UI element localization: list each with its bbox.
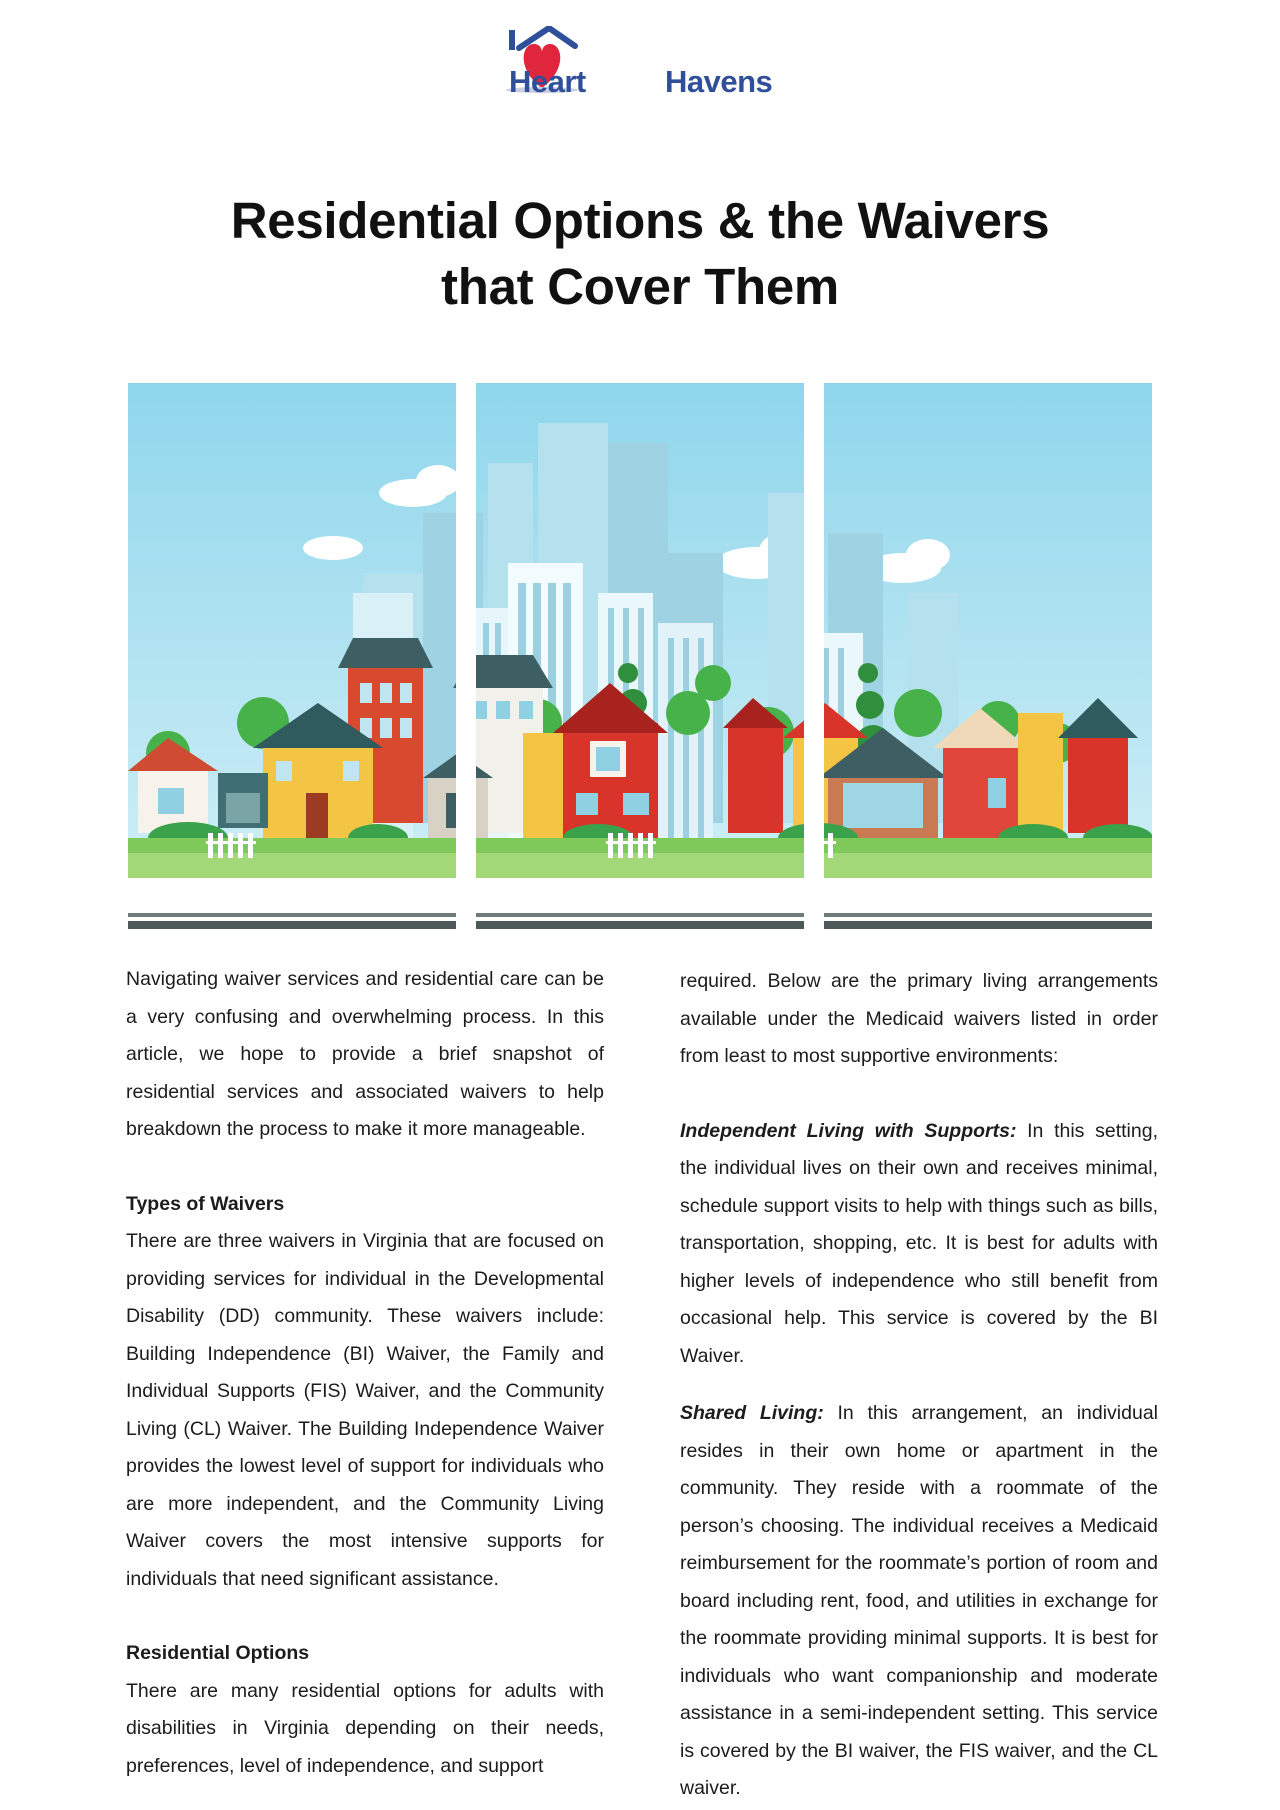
option-shared-living-label: Shared Living: — [680, 1402, 824, 1424]
page-title-line-2: that Cover Them — [441, 258, 839, 315]
page-title — [120, 188, 1160, 320]
option-shared-living — [680, 1395, 1158, 1808]
brand-name-right: Havens — [665, 64, 773, 99]
residential-options-body-continued: required. Below are the primary living arrangements available under the Medicaid waivers listed in order from least to most supportive environments: — [680, 970, 1158, 1067]
option-independent-living-label: Independent Living with Supports: — [680, 1119, 1017, 1142]
types-of-waivers-heading: Types of Waivers — [126, 1192, 285, 1215]
hero-panel-middle — [476, 383, 804, 938]
city-neighborhood-middle-image — [476, 383, 804, 938]
article-column-left — [126, 961, 604, 1785]
option-independent-living-text: In this setting, the individual lives on their own and receives minimal, schedule support visits to help with things such as bills, transportation, shopping, etc. It is best for adults with higher levels of independence who still benefit from occasional help. This service is covered by the BI Waiver. — [680, 1119, 1158, 1367]
option-independent-living — [680, 1113, 1158, 1376]
intro-paragraph: Navigating waiver services and residential care can be a very confusing and overwhelming process. In this article, we hope to provide a brief snapshot of residential services and associated waivers to help breakdown the process to make it more manageable. — [126, 968, 604, 1140]
types-of-waivers-body: There are three waivers in Virginia that are focused on providing services for individual in the Developmental Disability (DD) community. These waivers include: Building Independence (BI) Waiver, the Family and Individual Supports (FIS) Waiver, and the Community Living (CL) Waiver. The Building Independence Waiver provides the lowest level of support for individuals who are more independent, and the Community Living Waiver covers the most intensive supports for individuals that need significant assistance. — [126, 1230, 604, 1590]
option-shared-living-text: In this arrangement, an individual resides in their own home or apartment in the community. They reside with a roommate of the person’s choosing. The individual receives a Medicaid reimbursement for the roommate’s portion of room and board including rent, food, and utilities in exchange for the roommate providing minimal supports. It is best for individuals who want companionship and moderate assistance in a semi-independent setting. This service is covered by the BI waiver, the FIS waiver, and the CL waiver. — [680, 1402, 1158, 1799]
page-title-line-1: Residential Options & the Waivers — [230, 192, 1050, 249]
article-column-right — [680, 963, 1158, 1808]
hero-panel-left — [128, 383, 456, 938]
city-neighborhood-left-image — [128, 383, 456, 938]
hero-illustration — [128, 383, 1152, 938]
brand-logo — [505, 26, 775, 110]
residential-options-heading: Residential Options — [126, 1642, 310, 1664]
city-neighborhood-right-image — [824, 383, 1152, 938]
brand-name-left: Heart — [509, 64, 586, 99]
hero-panel-right — [824, 383, 1152, 938]
residential-options-body: There are many residential options for adults with disabilities in Virginia depending on their needs, preferences, level of independence, and support — [126, 1679, 604, 1777]
